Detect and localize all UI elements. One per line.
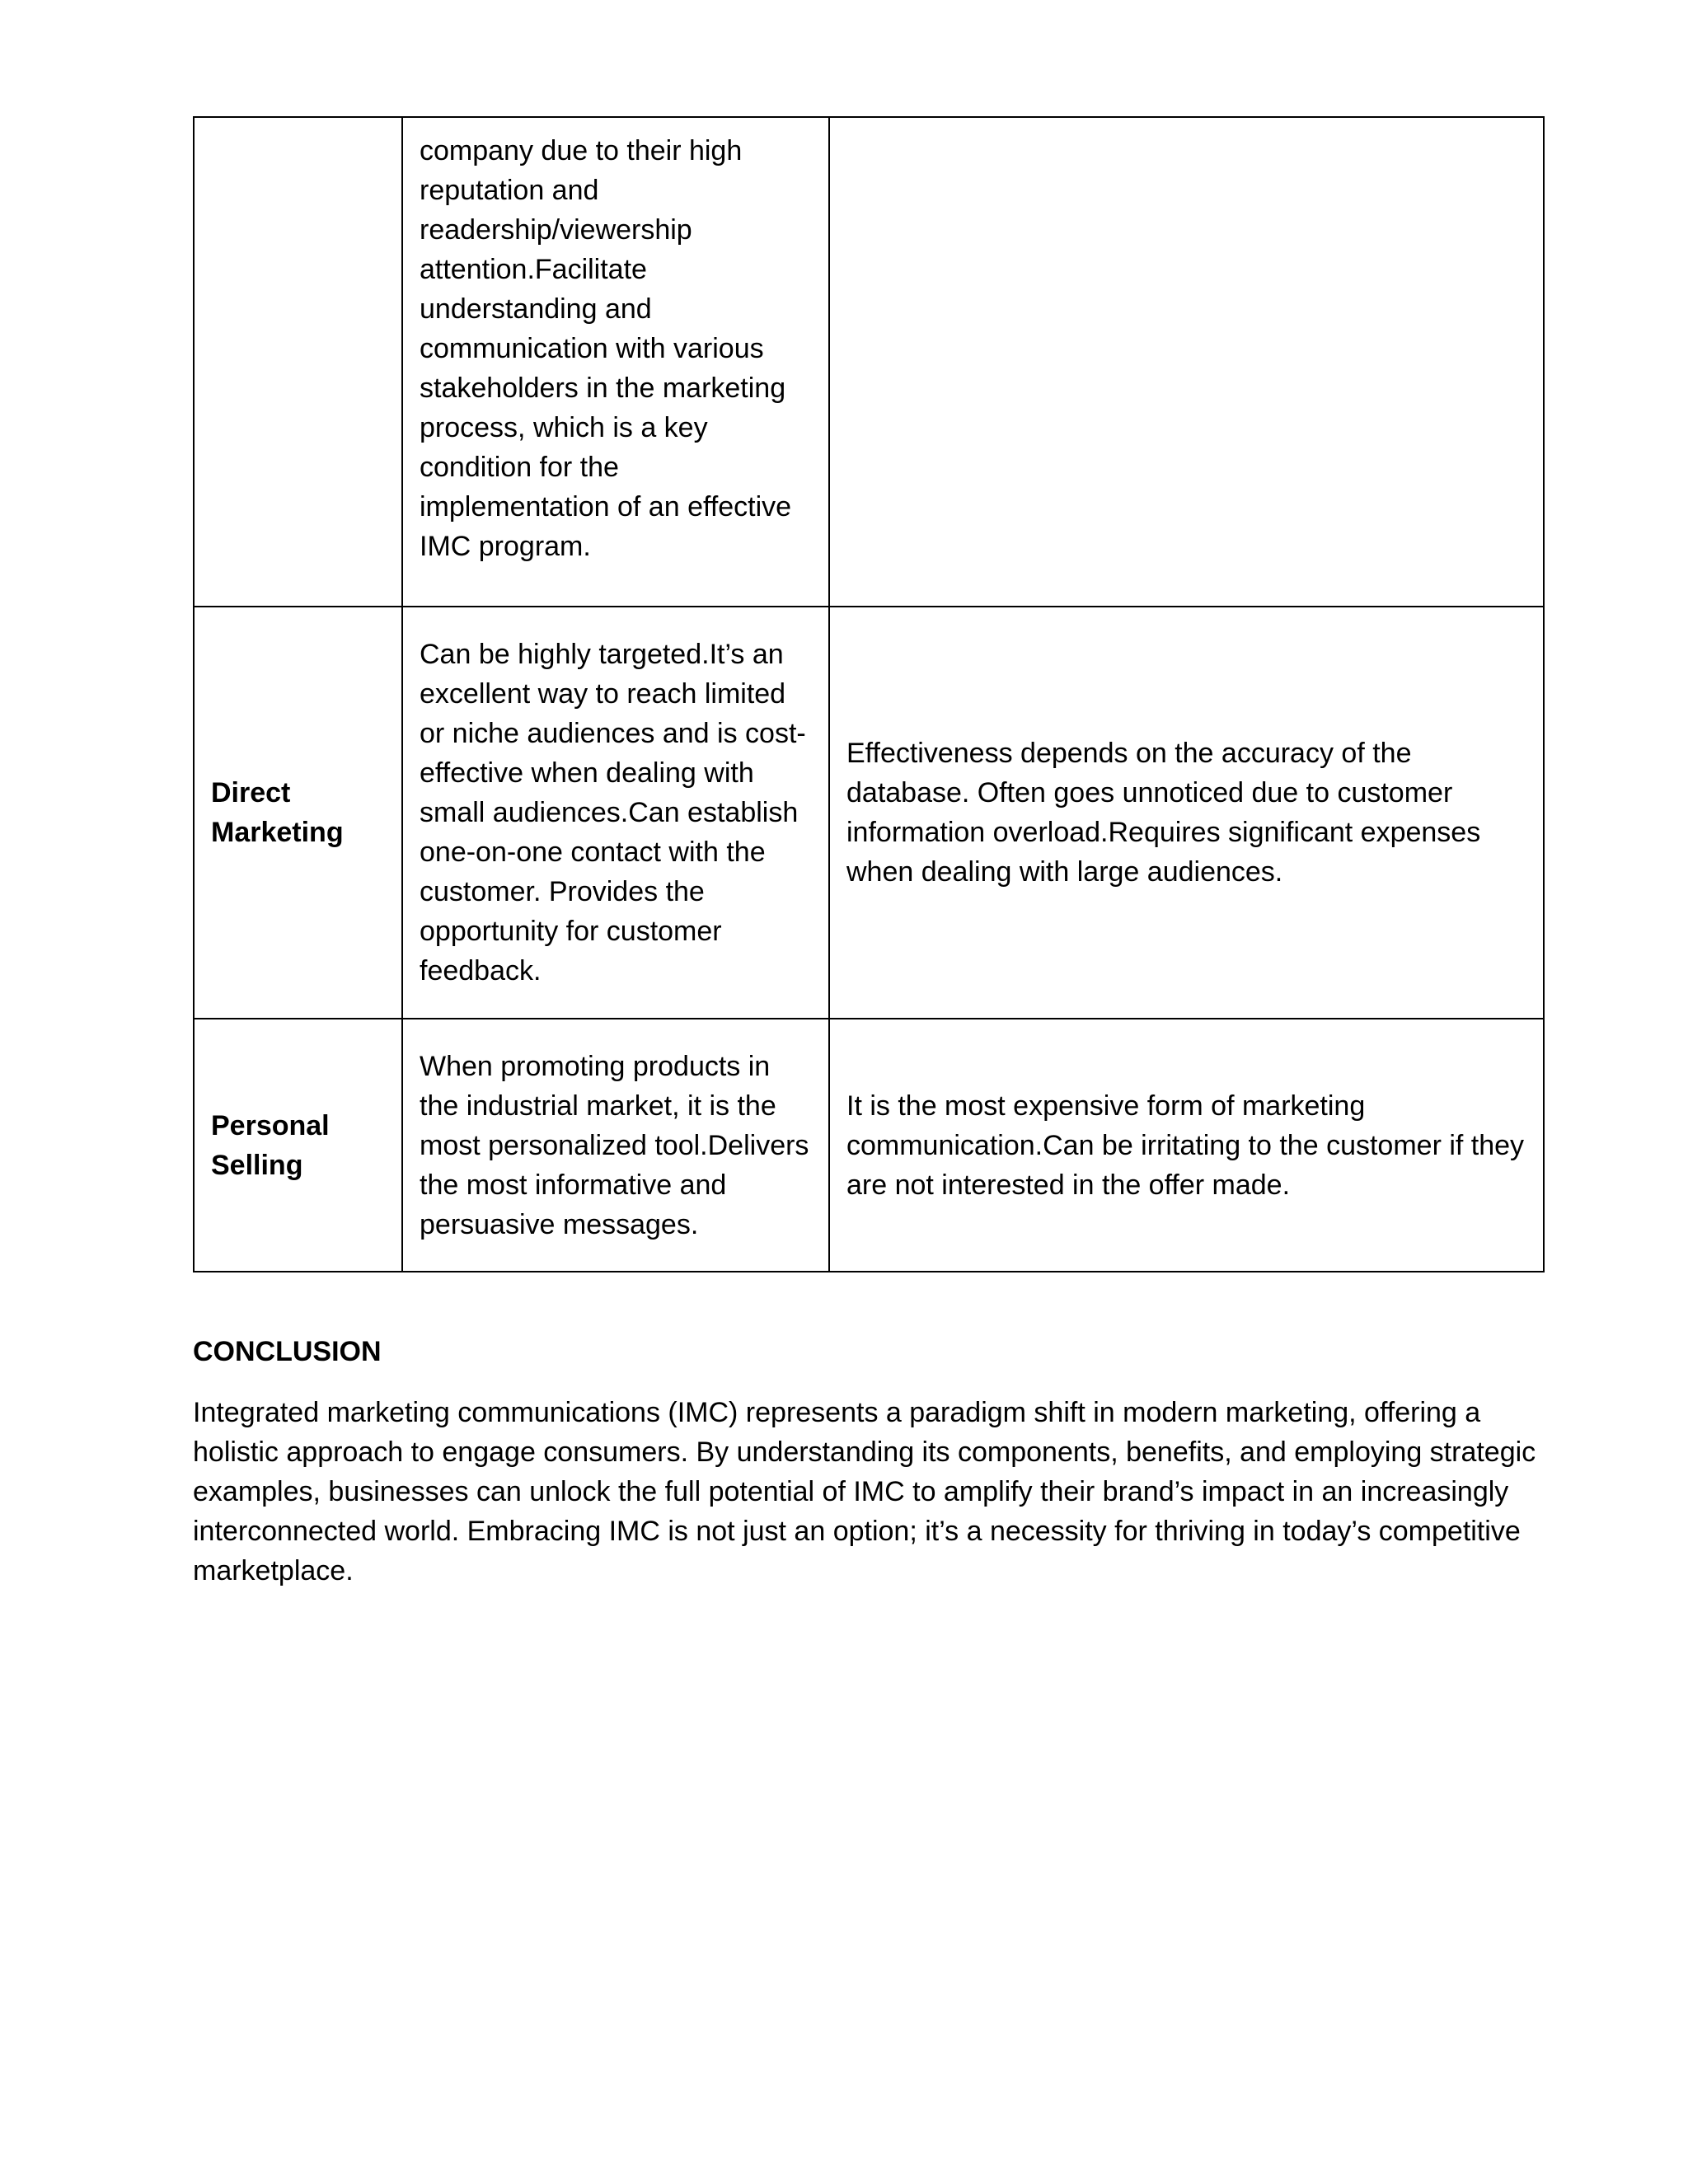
conclusion-heading: CONCLUSION — [193, 1336, 382, 1367]
benefits-cell: company due to their high reputation and readership/viewership attention.Facilitate understanding and communication with various stakeholders in the marketing process, which is a key condition for the implementation of an effective IMC program. — [402, 117, 829, 607]
tool-name-cell — [194, 117, 402, 607]
tool-name-cell: Direct Marketing — [194, 607, 402, 1019]
table-row — [194, 117, 1544, 607]
table-row — [194, 607, 1544, 1019]
drawbacks-cell: Effectiveness depends on the accuracy of the database. Often goes unnoticed due to customer information overload.Requires significant expenses when dealing with large audiences. — [829, 607, 1544, 1019]
benefits-cell: Can be highly targeted.It’s an excellent way to reach limited or niche audiences and is cost-effective when dealing with small audiences.Can establish one-on-one contact with the customer. Provides the opportunity for customer feedback. — [402, 607, 829, 1019]
drawbacks-cell — [829, 117, 1544, 607]
imc-tools-table — [193, 116, 1545, 1272]
benefits-cell: When promoting products in the industrial market, it is the most personalized tool.Delivers the most informative and persuasive messages. — [402, 1019, 829, 1272]
tool-name-cell: Personal Selling — [194, 1019, 402, 1272]
conclusion-paragraph: Integrated marketing communications (IMC) represents a paradigm shift in modern marketing, offering a holistic approach to engage consumers. By understanding its components, benefits, and employing strategic examples, businesses can unlock the full potential of IMC to amplify their brand’s impact in an increasingly interconnected world. Embracing IMC is not just an option; it’s a necessity for thriving in today’s competitive marketplace. — [193, 1397, 1536, 1586]
table-row — [194, 1019, 1544, 1272]
drawbacks-cell: It is the most expensive form of marketing communication.Can be irritating to the customer if they are not interested in the offer made. — [829, 1019, 1544, 1272]
